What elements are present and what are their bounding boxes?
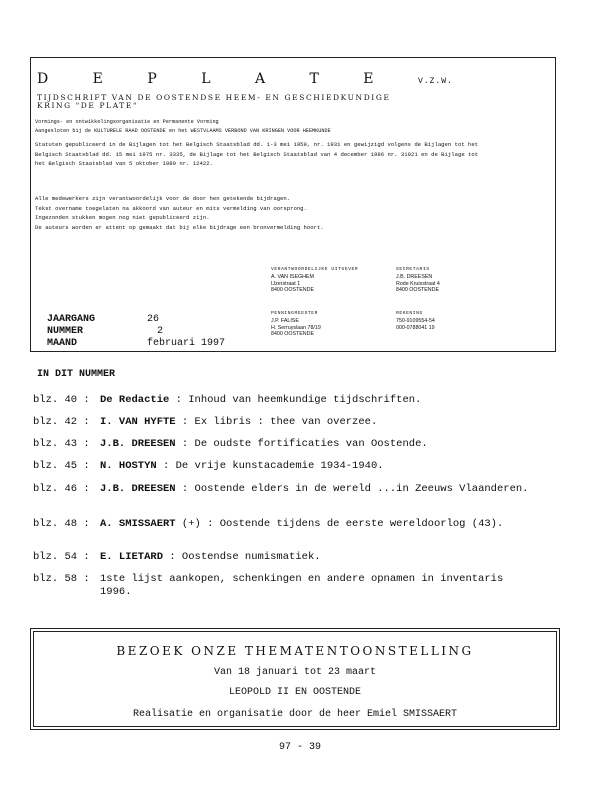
account-block bbox=[396, 318, 435, 331]
toc-author: I. VAN HYFTE bbox=[100, 416, 176, 428]
toc-text: 1ste lijst aankopen, schenkingen en andere opnamen in inventaris 1996. bbox=[100, 573, 504, 598]
toc-text: : Ex libris : thee van overzee. bbox=[175, 416, 378, 428]
statutes-paragraph bbox=[35, 140, 550, 169]
nummer-value: 2 bbox=[157, 326, 164, 337]
treasurer-address: H. Serruyslaan 78/19 bbox=[271, 324, 321, 331]
publisher-address: IJzerstraat 1 bbox=[271, 280, 301, 287]
jaargang-value: 26 bbox=[147, 314, 160, 325]
toc-text: : Inhoud van heemkundige tijdschriften. bbox=[169, 394, 422, 406]
account-number-2: 000-0788041 19 bbox=[396, 324, 435, 331]
treasurer-block bbox=[271, 318, 321, 338]
meta-labels bbox=[47, 314, 95, 350]
statutes-line: Belgisch Staatsblad dd. 15 mei 1975 nr. 3335, de Bijlage tot het Belgisch Staatsblad van 4 december 1986 nr. 31021 en de Bijlage tot bbox=[35, 150, 479, 158]
exhibition-heading: BEZOEK ONZE THEMATENTOONSTELLING bbox=[116, 644, 474, 658]
toc-author: E. LIETARD bbox=[100, 551, 164, 563]
nummer-label: NUMMER bbox=[47, 326, 84, 337]
note-line: Alle medewerkers zijn verantwoordelijk voor de door hen getekende bijdragen. bbox=[35, 195, 291, 202]
publisher-label: VERANTWOORDELIJKE UITGEVER bbox=[271, 267, 359, 272]
toc-page: blz. 48 : bbox=[33, 518, 90, 530]
publisher-name: A. VAN ISEGHEM bbox=[271, 274, 314, 280]
toc-title: IN DIT NUMMER bbox=[37, 369, 116, 380]
toc-page: blz. 45 : bbox=[33, 460, 90, 472]
org-affiliation: Aangesloten bij de KULTURELE RAAD OOSTENDE en het WESTVLAAMS VERBOND VAN KRINGEN VOOR HEEMKUNDE bbox=[35, 128, 331, 134]
statutes-line: het Belgisch Staatsblad van 5 oktober 1989 nr. 12422. bbox=[35, 160, 213, 167]
masthead-box bbox=[30, 57, 556, 352]
subtitle-line-1: TIJDSCHRIFT VAN DE OOSTENDSE HEEM- EN GESCHIEDKUNDIGE bbox=[37, 93, 391, 102]
toc-author: De Redactie bbox=[100, 394, 170, 406]
secretary-label: SECRETARIS bbox=[396, 267, 430, 272]
exhibition-inner-frame bbox=[33, 631, 557, 727]
secretary-name: J.B. DREESEN bbox=[396, 274, 433, 280]
account-number-1: 750-9109554-54 bbox=[396, 318, 435, 324]
toc-text: : Oostende elders in de wereld ...in Zeeuws Vlaanderen. bbox=[175, 483, 529, 495]
toc-author: N. HOSTYN bbox=[100, 460, 157, 472]
note-line: De auteurs worden er attent op gemaakt dat bij elke bijdrage een bronvermelding hoort. bbox=[35, 223, 324, 231]
treasurer-label: PENNINGMEESTER bbox=[271, 311, 318, 316]
toc-text: : Oostendse numismatiek. bbox=[163, 551, 321, 563]
toc-page: blz. 46 : bbox=[33, 483, 90, 495]
journal-title bbox=[37, 71, 453, 87]
maand-value: februari 1997 bbox=[147, 338, 226, 349]
toc-author: A. SMISSAERT bbox=[100, 518, 176, 530]
notes-paragraph bbox=[35, 194, 550, 232]
journal-title-text: D E P L A T E bbox=[37, 71, 394, 87]
journal-subtitle bbox=[37, 94, 391, 110]
note-line: Ingezonden stukken mogen nog niet gepubliceerd zijn. bbox=[35, 214, 210, 221]
toc-page: blz. 54 : bbox=[33, 551, 90, 563]
journal-title-suffix: V.Z.W. bbox=[417, 77, 453, 86]
secretary-address: Rode Kruisstraat 4 bbox=[396, 280, 440, 287]
publisher-city: 8400 OOSTENDE bbox=[271, 287, 314, 293]
toc-page: blz. 43 : bbox=[33, 438, 90, 450]
toc-page: blz. 40 : bbox=[33, 394, 90, 406]
page-number: 97 - 39 bbox=[278, 742, 321, 753]
exhibition-box bbox=[30, 628, 560, 730]
exhibition-credit: Realisatie en organisatie door de heer Emiel SMISSAERT bbox=[132, 709, 458, 720]
note-line: Tekst overname toegelaten na akkoord van auteur en mits vermelding van oorsprong. bbox=[35, 204, 307, 212]
meta-values bbox=[147, 314, 225, 350]
toc-text: : De oudste fortificaties van Oostende. bbox=[175, 438, 428, 450]
secretary-block bbox=[396, 274, 440, 294]
statutes-line: Statuten gepubliceerd in de Bijlagen tot het Belgisch Staatsblad dd. 1-3 mei 1959, nr. 1931 en gewijzigd volgens de Bijlagen tot het bbox=[35, 141, 479, 148]
subtitle-line-2: KRING "DE PLATE" bbox=[37, 101, 139, 110]
treasurer-name: J.P. FALISE bbox=[271, 318, 299, 324]
toc-text: (+) : Oostende tijdens de eerste wereldoorlog (43). bbox=[175, 518, 504, 530]
exhibition-dates: Van 18 januari tot 23 maart bbox=[213, 667, 377, 678]
toc-author: J.B. DREESEN bbox=[100, 438, 176, 450]
secretary-city: 8400 OOSTENDE bbox=[396, 287, 439, 293]
toc-page: blz. 42 : bbox=[33, 416, 90, 428]
treasurer-city: 8400 OOSTENDE bbox=[271, 331, 314, 337]
maand-label: MAAND bbox=[47, 338, 78, 349]
toc-text: : De vrije kunstacademie 1934-1940. bbox=[156, 460, 384, 472]
publisher-block bbox=[271, 274, 314, 294]
toc-page: blz. 58 : bbox=[33, 573, 90, 585]
account-label: REKENING bbox=[396, 311, 423, 316]
toc-author: J.B. DREESEN bbox=[100, 483, 176, 495]
exhibition-theme: LEOPOLD II EN OOSTENDE bbox=[228, 687, 362, 698]
jaargang-label: JAARGANG bbox=[47, 314, 96, 325]
org-description: Vormings- en ontwikkelingsorganisatie en Permanente Vorming bbox=[35, 119, 219, 125]
